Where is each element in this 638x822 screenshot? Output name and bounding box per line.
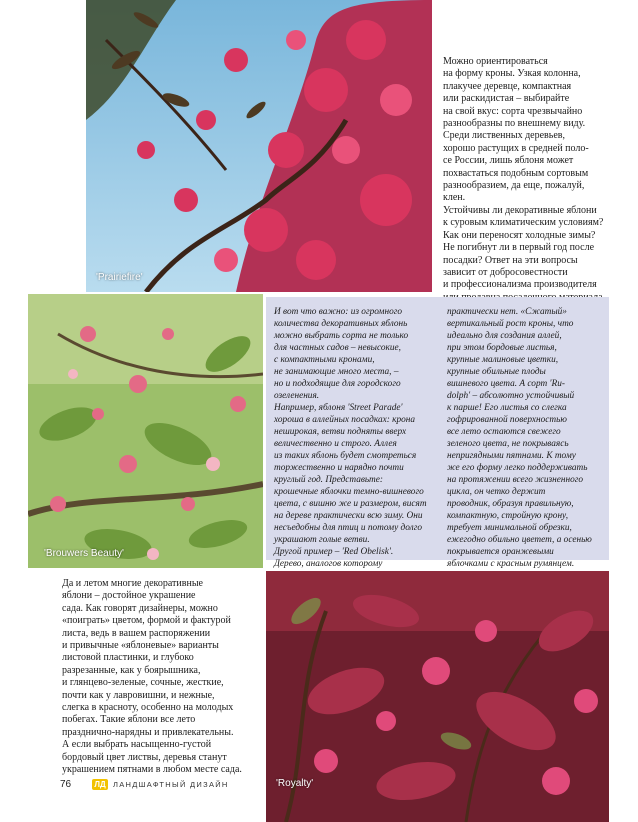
text-line: Не погибнут ли в первый год после [443, 242, 595, 254]
text-line: величественно и строго. Аллея [274, 439, 397, 449]
text-line: ежегодно обильно цветет, а осенью [447, 535, 592, 545]
text-line: Среди лиственных деревьев, [443, 130, 565, 142]
text-line: Устойчивы ли декоративные яблони [443, 204, 597, 216]
text-line: разнообразием, да еще, пожалуй, [443, 180, 585, 192]
text-line: и привычные «яблоневые» варианты [62, 640, 219, 652]
text-line: Да и летом многие декоративные [62, 578, 203, 589]
text-line: хорошо растущих в средней поло- [443, 142, 589, 154]
magazine-title: ЛАНДШАФТНЫЙ ДИЗАЙН [113, 780, 229, 789]
text-line: зависит от добросовестности [443, 266, 568, 278]
intro-paragraph [443, 56, 633, 304]
text-line: из таких яблонь будет смотреться [274, 451, 417, 461]
text-line: все лето остаются свежего [447, 427, 561, 437]
text-line: вишневого цвета. А сорт 'Ru- [447, 379, 565, 389]
info-box-column-1 [274, 306, 450, 570]
text-line: украшением пятнами в любом месте сада. [62, 764, 242, 776]
text-line: Дерево, аналогов которому [274, 559, 383, 569]
text-line: на свой вкус: сорта чрезвычайно [443, 105, 583, 117]
text-line: и глянцево-зеленые, сочные, жесткие, [62, 677, 224, 689]
text-line: слегка в красноту, особенно на молодых [62, 702, 234, 714]
photo-brouwers-beauty [28, 294, 263, 568]
logo-mark-icon: ЛД [92, 779, 108, 790]
text-line: листовой пластинки, и глубоко [62, 652, 194, 664]
caption-prairiefire: 'Prairiefire' [96, 272, 143, 283]
text-line: круглый год. Представьте: [274, 475, 383, 485]
text-line: клен. [443, 192, 466, 204]
text-line: А если выбрать насыщенно-густой [62, 739, 212, 751]
text-line: можно выбрать сорта не только [274, 331, 409, 341]
text-line: бордовый цвет листвы, деревья станут [62, 751, 227, 763]
magazine-logo [92, 779, 229, 790]
page-number: 76 [60, 779, 72, 790]
info-box-column-2 [447, 306, 607, 570]
text-line: сада. Как говорят дизайнеры, можно [62, 602, 218, 614]
text-line: цвета, с вишню же и размером, висят [274, 499, 427, 509]
text-line: но и подходящие для городского [274, 379, 401, 389]
text-line: на протяжении всего жизненного [447, 475, 584, 485]
text-line: празднично-нарядны и привлекательны. [62, 726, 234, 738]
text-line: вертикальный рост кроны, что [447, 319, 574, 329]
text-line: компактную, стройную крону, [447, 511, 569, 521]
text-line: крупные обильные плоды [447, 367, 546, 377]
text-line: озеленения. [274, 391, 320, 401]
text-line: Можно ориентироваться [443, 56, 548, 67]
text-line: несъедобны для птиц и потому долго [274, 523, 422, 533]
text-line: количества декоративных яблонь [274, 319, 408, 329]
text-line: посадки? Ответ на эти вопросы [443, 254, 578, 266]
text-line: неширокая, ветви подняты вверх [274, 427, 407, 437]
text-line: побегах. Такие яблони все лето [62, 714, 196, 726]
text-line: проводник, образуя правильную, [447, 499, 574, 509]
text-line: плакучее деревце, компактная [443, 80, 572, 92]
text-line: зеленого цвета, не покрываясь [447, 439, 569, 449]
text-line: украшают голые ветви. [274, 535, 370, 545]
text-line: торжественно и нарядно почти [274, 463, 404, 473]
text-line: и профессионализма производителя [443, 279, 597, 291]
photo-prairiefire [86, 0, 432, 292]
text-line: или раскидистая – выбирайте [443, 93, 570, 105]
text-line: почти как у лавровишни, и нежные, [62, 689, 215, 701]
text-line: покрывается оранжевыми [447, 547, 554, 557]
photo-royalty [266, 571, 609, 822]
text-line: крошечные яблочки темно-вишневого [274, 487, 424, 497]
text-line: листа, ведь в вашем распоряжении [62, 627, 211, 639]
text-line: dolph' – абсолютно устойчивый [447, 391, 575, 401]
text-line: при этом бордовые листья, [447, 343, 557, 353]
text-line: разрезанные, как у боярышника, [62, 664, 201, 676]
text-line: разнообразны по внешнему виду. [443, 118, 586, 130]
text-line: непригядными пятнами. К тому [447, 451, 576, 461]
text-line: Как они переносят холодные зимы? [443, 229, 596, 241]
text-line: на дереве практически всю зиму. Они [274, 511, 423, 521]
text-line: не занимающие много места, – [274, 367, 399, 377]
text-line: к суровым климатическим условиям? [443, 217, 604, 229]
text-line: же его форму легко поддерживать [447, 463, 588, 473]
text-line: для частных садов – невысокие, [274, 343, 401, 353]
text-line: яблочками с красным румянцем. [447, 559, 575, 569]
text-line: се России, лишь яблоня может [443, 155, 574, 167]
text-line: хороша в аллейных посадках: крона [274, 415, 416, 425]
text-line: И вот что важно: из огромного [274, 307, 402, 317]
text-line: с компактными кронами, [274, 355, 375, 365]
text-line: на форму кроны. Узкая колонна, [443, 68, 581, 80]
text-line: крупные малиновые цветки, [447, 355, 559, 365]
text-line: яблони – достойное украшение [62, 590, 196, 602]
text-line: цикла, он четко держит [447, 487, 546, 497]
text-line: практически нет. «Сжатый» [447, 307, 567, 317]
text-line: к парше! Его листья со слегка [447, 403, 567, 413]
summer-paragraph [62, 578, 266, 777]
caption-royalty: 'Royalty' [276, 778, 314, 789]
text-line: требует минимальной обрезки, [447, 523, 572, 533]
text-line: Другой пример – 'Red Obelisk'. [274, 547, 394, 557]
caption-brouwers-beauty: 'Brouwers Beauty' [44, 548, 124, 559]
text-line: Например, яблоня 'Street Parade' [274, 403, 403, 413]
text-line: гофрированной поверхностью [447, 415, 567, 425]
text-line: «поиграть» цветом, формой и фактурой [62, 615, 231, 627]
text-line: похвастаться подобным сортовым [443, 167, 589, 179]
text-line: идеально для создания аллей, [447, 331, 562, 341]
